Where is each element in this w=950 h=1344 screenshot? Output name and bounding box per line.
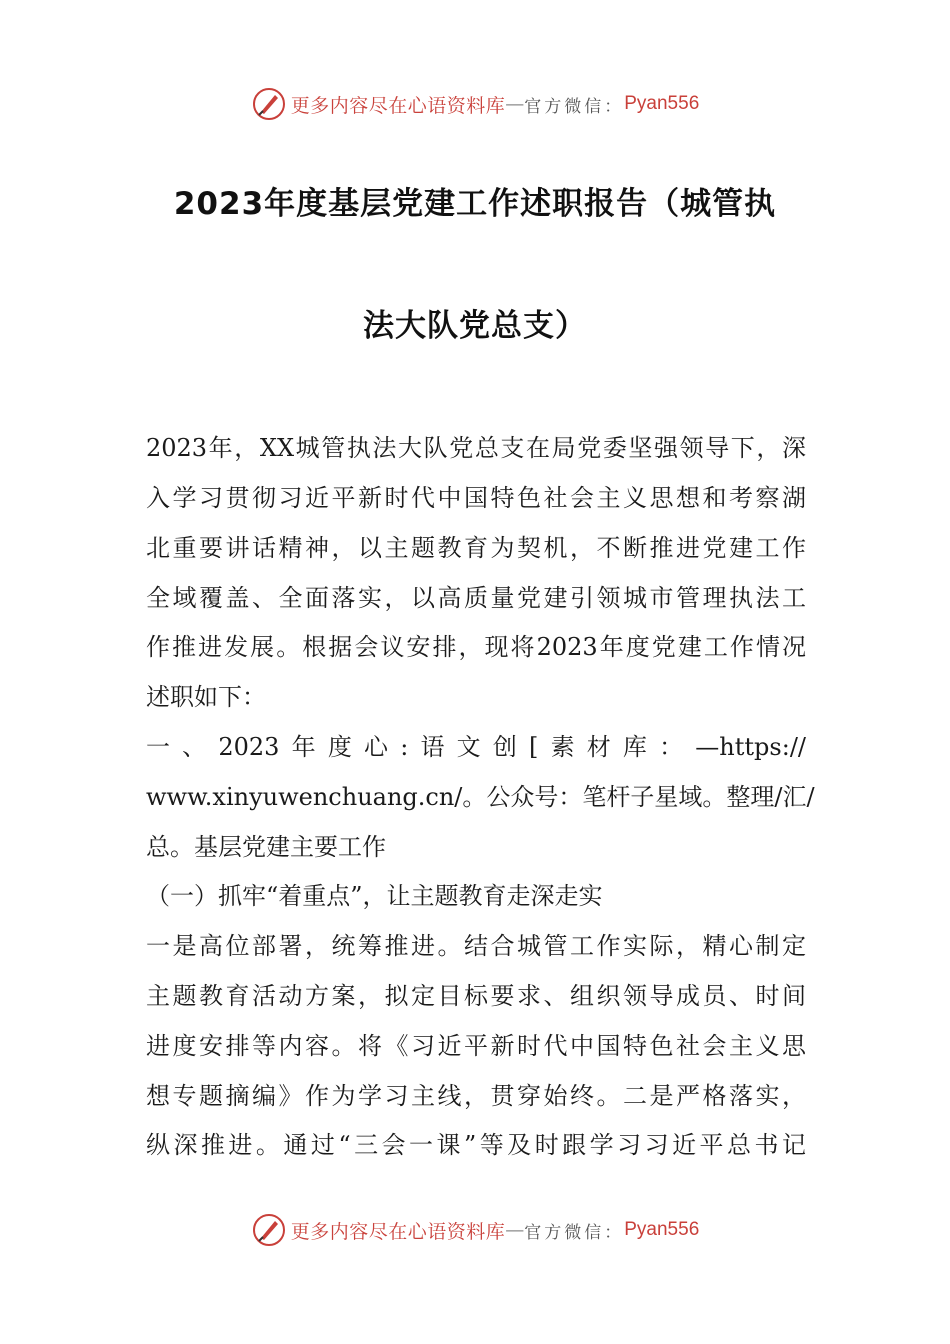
body-line: 进度安排等内容。将《习近平新时代中国特色社会主义思 xyxy=(146,1032,806,1060)
watermark-banner-top xyxy=(0,84,950,124)
body-line: 想专题摘编》作为学习主线，贯穿始终。二是严格落实， xyxy=(146,1082,806,1110)
watermark-main-text: 更多内容尽在心语资料库 xyxy=(290,94,506,117)
watermark-banner-bottom xyxy=(0,1210,950,1250)
body-line: 入学习贯彻习近平新时代中国特色社会主义思想和考察湖 xyxy=(146,484,806,512)
watermark-id: Pyan556 xyxy=(624,1219,700,1240)
quill-logo-icon xyxy=(251,1212,287,1248)
watermark-sub-text: 官方微信： xyxy=(524,96,625,117)
body-line: 一是高位部署，统筹推进。结合城管工作实际，精心制定 xyxy=(146,932,806,960)
body-line: 全域覆盖、全面落实，以高质量党建引领城市管理执法工 xyxy=(146,584,806,612)
body-line: 纵深推进。通过“三会一课”等及时跟学习习近平总书记 xyxy=(146,1131,806,1159)
watermark-dash: — xyxy=(505,93,525,115)
watermark-sub-text: 官方微信： xyxy=(524,1222,625,1243)
body-line: www.xinyuwenchuang.cn/。公众号：笔杆子星域。整理/汇/ xyxy=(146,783,815,811)
body-line: 北重要讲话精神，以主题教育为契机，不断推进党建工作 xyxy=(146,534,806,562)
watermark-main-text: 更多内容尽在心语资料库 xyxy=(290,1220,506,1243)
body-line: 主题教育活动方案，拟定目标要求、组织领导成员、时间 xyxy=(146,982,806,1010)
quill-logo-icon xyxy=(251,86,287,122)
body-line: 述职如下： xyxy=(146,683,266,711)
section-heading: （一）抓牢“着重点”，让主题教育走深走实 xyxy=(146,882,603,910)
body-line: 2023年，XX城管执法大队党总支在局党委坚强领导下，深 xyxy=(146,434,806,462)
document-title-line-2: 法大队党总支） xyxy=(363,308,587,344)
body-line: 总。基层党建主要工作 xyxy=(146,833,386,861)
watermark-id: Pyan556 xyxy=(624,93,700,114)
body-line: 作推进发展。根据会议安排，现将2023年度党建工作情况 xyxy=(146,633,806,661)
document-title-line-1: 2023年度基层党建工作述职报告（城管执 xyxy=(173,186,777,222)
body-line: 一、2023年度心:语文创[素材库：—https:// xyxy=(146,733,806,761)
watermark-dash: — xyxy=(505,1219,525,1241)
